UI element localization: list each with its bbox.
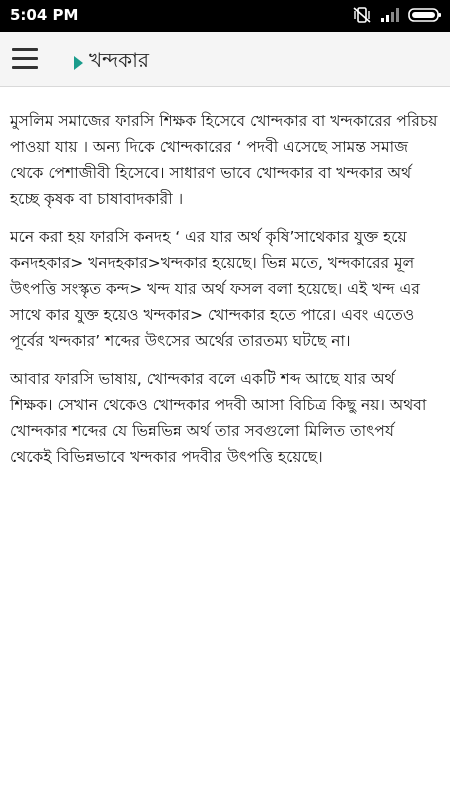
app-bar xyxy=(0,32,450,87)
article-body xyxy=(10,108,440,482)
page-title: খন্দকার xyxy=(89,48,149,72)
vibrate-off-icon xyxy=(352,6,372,24)
paragraph-3: আবার ফারসি ভাষায়, খোন্দকার বলে একটি শব্দ আছে যার অর্থ শিক্ষক। সেখান থেকেও খোন্দকার পদবী আসা বিচিত্র কিছু নয়। অথবা খোন্দকার শব্দের যে ভিন্নভিন্ন অর্থ তার সবগুলো মিলিত তাৎপর্য থেকেই বিভিন্নভাবে খন্দকার পদবীর উৎপত্তি হয়েছে। xyxy=(10,370,427,466)
status-bar xyxy=(0,0,450,32)
play-triangle-icon xyxy=(74,56,83,70)
signal-icon xyxy=(380,7,400,23)
status-time: 5:04 PM xyxy=(10,6,79,24)
battery-icon xyxy=(408,7,442,23)
paragraph-1: মুসলিম সমাজের ফারসি শিক্ষক হিসেবে খোন্দকার বা খন্দকারের পরিচয় পাওয়া যায় । অন্য দিকে খোন্দকারের ‘ পদবী এসেছে সামন্ত সমাজ থেকে পেশাজীবী হিসেবে। সাধারণ ভাবে খোন্দকার বা খন্দকার অর্থ হচ্ছে কৃষক বা চাষাবাদকারী । xyxy=(10,112,438,208)
title-wrap xyxy=(74,46,149,79)
hamburger-menu-icon[interactable] xyxy=(12,48,38,70)
paragraph-2: মনে করা হয় ফারসি কনদহ ‘ এর যার অর্থ কৃষি’সাথেকার যুক্ত হয়ে কনদহকার> খনদহকার>খন্দকার হয়েছে। ভিন্ন মতে, খন্দকারের মূল উৎপত্তি সংস্কৃত কন্দ> খন্দ যার অর্থ ফসল বলা হয়েছে। এই খন্দ এর সাথে কার যুক্ত হয়েও খন্দকার> খোন্দকার হতে পারে। এবং এতেও পূর্বের খন্দকার’ শব্দের উৎসের অর্থের তারতম্য ঘটছে না। xyxy=(10,228,420,350)
status-icons xyxy=(352,6,442,24)
